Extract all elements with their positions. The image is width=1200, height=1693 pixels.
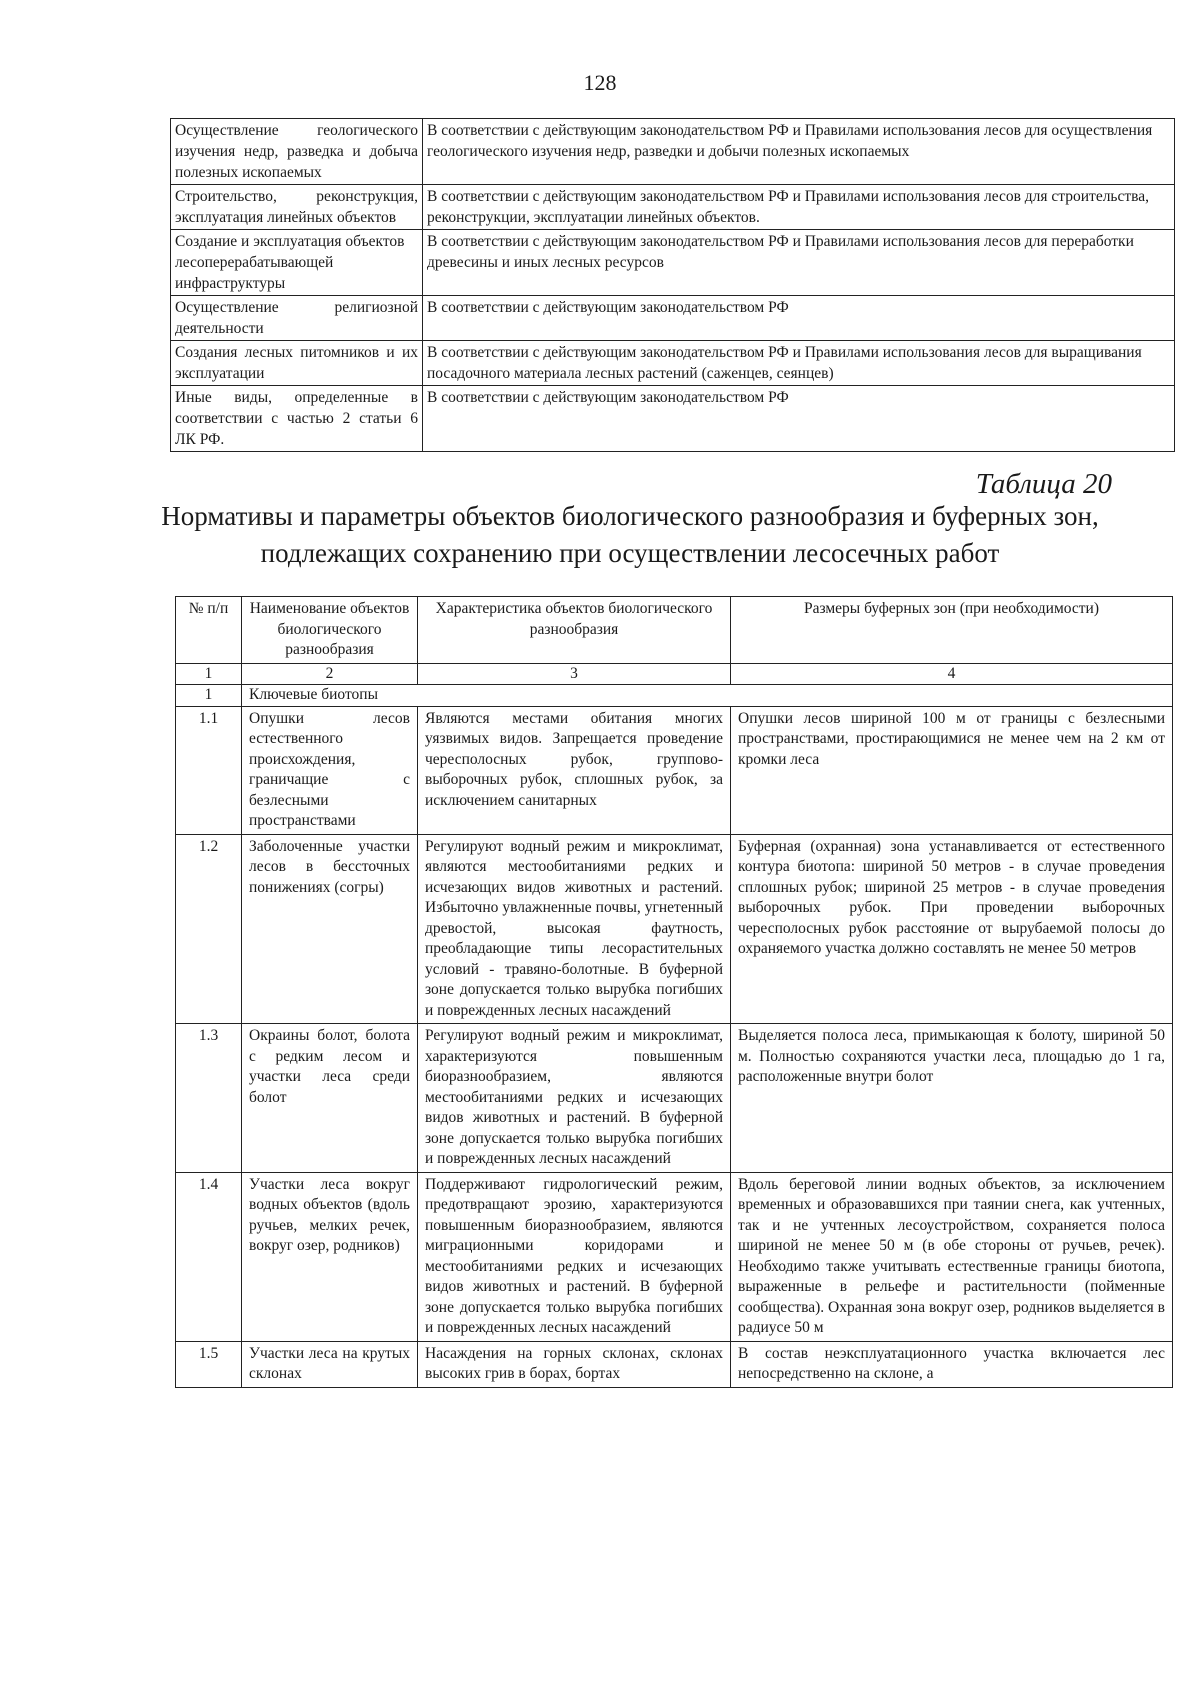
column-number-row: [176, 663, 1173, 685]
object-name: Участки леса на крутых склонах: [242, 1341, 418, 1387]
biodiversity-table: [175, 596, 1173, 1388]
object-name: Заболоченные участки лесов в бессточных понижениях (согры): [242, 834, 418, 1024]
row-number: 1.2: [176, 834, 242, 1024]
requirement-cell: В соответствии с действующим законодательством РФ и Правилами использования лесов для переработки древесины и иных лесных ресурсов: [423, 230, 1175, 296]
activity-cell: Создание и эксплуатация объектов лесоперерабатывающей инфраструктуры: [171, 230, 423, 296]
section-number: 1: [176, 685, 242, 707]
activities-table: [170, 118, 1175, 452]
buffer-zone: Опушки лесов шириной 100 м от границы с безлесными пространствами, простирающимися не менее чем на 2 км от кромки леса: [731, 706, 1173, 834]
header-row: [176, 597, 1173, 664]
table-row: [171, 119, 1175, 185]
requirement-cell: В соответствии с действующим законодательством РФ и Правилами использования лесов для строительства, реконструкции, эксплуатации линейных объектов.: [423, 185, 1175, 230]
activity-cell: Иные виды, определенные в соответствии с частью 2 статьи 6 ЛК РФ.: [171, 386, 423, 452]
object-characteristic: Регулируют водный режим и микроклимат, характеризуются повышенным биоразнообразием, являются местообитаниями редких и исчезающих видов животных и растений. В буферной зоне допускается только вырубка погибших и поврежденных лесных насаждений: [418, 1024, 731, 1173]
object-characteristic: Являются местами обитания многих уязвимых видов. Запрещается проведение чересполосных рубок, группово-выборочных рубок, сплошных рубок, за исключением санитарных: [418, 706, 731, 834]
column-number: 3: [418, 663, 731, 685]
requirement-cell: В соответствии с действующим законодательством РФ: [423, 296, 1175, 341]
object-name: Участки леса вокруг водных объектов (вдоль ручьев, мелких речек, вокруг озер, родников): [242, 1172, 418, 1341]
table-row: [171, 386, 1175, 452]
activity-cell: Создания лесных питомников и их эксплуатации: [171, 341, 423, 386]
table-row: [176, 706, 1173, 834]
buffer-zone: В состав неэксплуатационного участка включается лес непосредственно на склоне, а: [731, 1341, 1173, 1387]
column-number: 2: [242, 663, 418, 685]
table-title: Нормативы и параметры объектов биологического разнообразия и буферных зон, подлежащих сохранению при осуществлении лесосечных работ: [161, 501, 1099, 568]
table-row: [176, 1024, 1173, 1173]
header-cell-name: Наименование объектов биологического разнообразия: [242, 597, 418, 664]
table-row: [171, 341, 1175, 386]
requirement-cell: В соответствии с действующим законодательством РФ и Правилами использования лесов для осуществления геологического изучения недр, разведки и добычи полезных ископаемых: [423, 119, 1175, 185]
row-number: 1.3: [176, 1024, 242, 1173]
table-row: [171, 185, 1175, 230]
table-row: [171, 230, 1175, 296]
requirement-cell: В соответствии с действующим законодательством РФ: [423, 386, 1175, 452]
column-number: 1: [176, 663, 242, 685]
buffer-zone: Вдоль береговой линии водных объектов, за исключением временных и образовавшихся при таянии снега, как учтенных, так и не учтенных лесоустройством, сохраняется полоса шириной не менее 50 м (в обе стороны от ручьев, речек). Необходимо также учитывать естественные границы биотопа, выраженные в рельефе и растительности (пойменные сообщества). Охранная зона вокруг озер, родников выделяется в радиусе 50 м: [731, 1172, 1173, 1341]
row-number: 1.1: [176, 706, 242, 834]
table-row: [176, 1172, 1173, 1341]
table-row: [176, 1341, 1173, 1387]
section-title: Ключевые биотопы: [242, 685, 1173, 707]
table-row: [176, 834, 1173, 1024]
activity-cell: Осуществление религиозной деятельности: [171, 296, 423, 341]
header-cell-characteristic: Характеристика объектов биологического разнообразия: [418, 597, 731, 664]
requirement-cell: В соответствии с действующим законодательством РФ и Правилами использования лесов для выращивания посадочного материала лесных растений (саженцев, сеянцев): [423, 341, 1175, 386]
object-name: Окраины болот, болота с редким лесом и участки леса среди болот: [242, 1024, 418, 1173]
buffer-zone: Выделяется полоса леса, примыкающая к болоту, шириной 50 м. Полностью сохраняются участки леса, площадью до 1 га, расположенные внутри болот: [731, 1024, 1173, 1173]
activity-cell: Осуществление геологического изучения недр, разведка и добыча полезных ископаемых: [171, 119, 423, 185]
object-characteristic: Поддерживают гидрологический режим, предотвращают эрозию, характеризуются повышенным биоразнообразием, являются миграционными коридорами и местообитаниями редких и исчезающих видов животных и растений. В буферной зоне допускается только вырубка погибших и поврежденных лесных насаждений: [418, 1172, 731, 1341]
object-name: Опушки лесов естественного происхождения, граничащие с безлесными пространствами: [242, 706, 418, 834]
row-number: 1.4: [176, 1172, 242, 1341]
section-row: [176, 685, 1173, 707]
object-characteristic: Регулируют водный режим и микроклимат, являются местообитаниями редких и исчезающих видов животных и растений. Избыточно увлажненные почвы, угнетенный древостой, высокая фаутность, преобладающие типы лесорастительных условий - травяно-болотные. В буферной зоне допускается только вырубка погибших и поврежденных лесных насаждений: [418, 834, 731, 1024]
activity-cell: Строительство, реконструкция, эксплуатация линейных объектов: [171, 185, 423, 230]
object-characteristic: Насаждения на горных склонах, склонах высоких грив в борах, бортах: [418, 1341, 731, 1387]
table-row: [171, 296, 1175, 341]
page-number: 128: [583, 70, 617, 95]
header-cell-buffer: Размеры буферных зон (при необходимости): [731, 597, 1173, 664]
table-label: Таблица 20: [975, 468, 1112, 500]
buffer-zone: Буферная (охранная) зона устанавливается от естественного контура биотопа: шириной 50 метров - в случае проведения сплошных рубок; шириной 25 метров - в случае проведения выборочных рубок. При проведении выборочных чересполосных рубок расстояние от вырубаемой полосы до охраняемого участка должно составлять не менее 50 метров: [731, 834, 1173, 1024]
header-cell-num: № п/п: [176, 597, 242, 664]
column-number: 4: [731, 663, 1173, 685]
row-number: 1.5: [176, 1341, 242, 1387]
